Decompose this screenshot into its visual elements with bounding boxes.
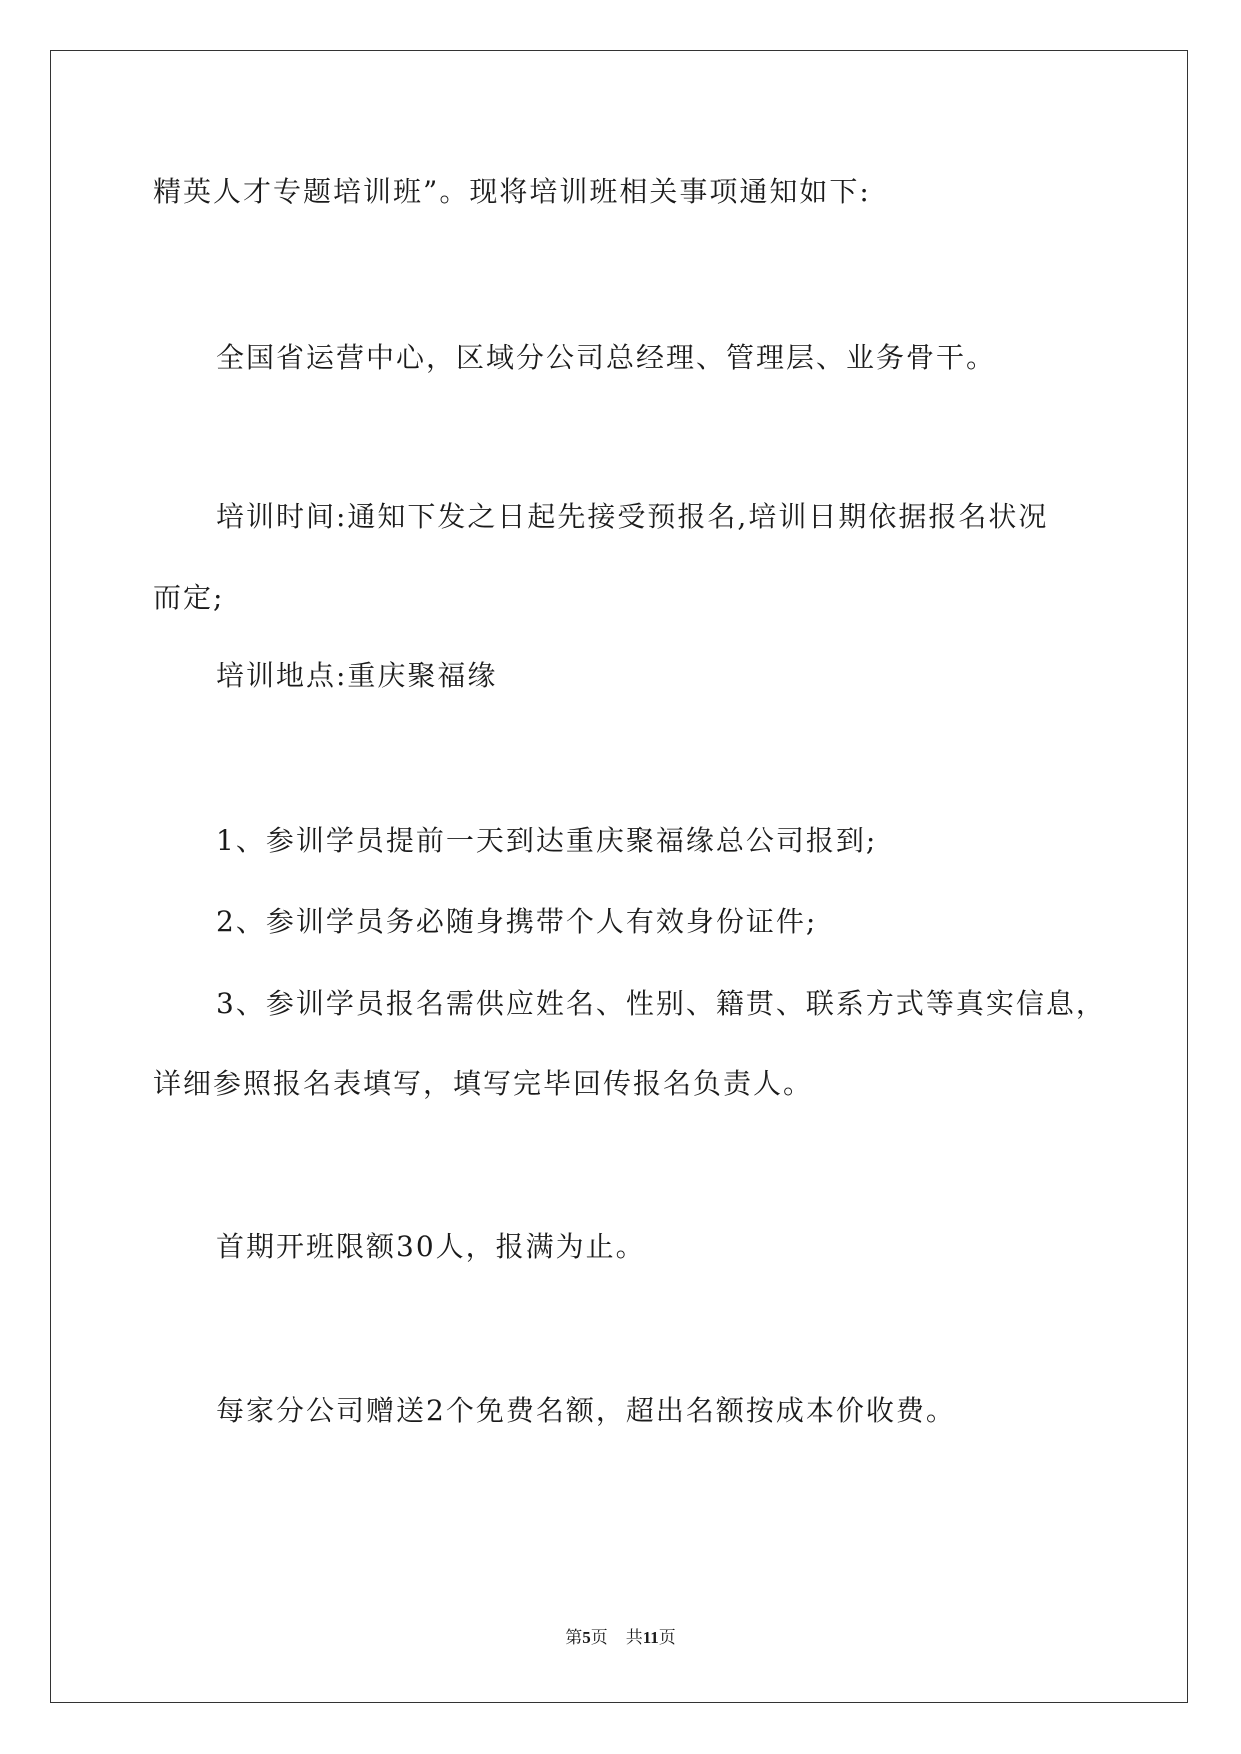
- paragraph-line: 而定;: [153, 581, 225, 614]
- total-pages-suffix: 页: [658, 1628, 676, 1648]
- list-item: 2、参训学员务必随身携带个人有效身份证件;: [216, 905, 818, 938]
- current-page-number: 5: [582, 1628, 591, 1647]
- total-pages-prefix: 共: [625, 1628, 643, 1648]
- page-number-prefix: 第: [565, 1628, 583, 1648]
- page-border: [50, 50, 1188, 1703]
- page-number-suffix: 页: [590, 1628, 608, 1648]
- paragraph-line: 培训时间:通知下发之日起先接受预报名,培训日期依据报名状况: [216, 500, 1049, 533]
- list-item: 3、参训学员报名需供应姓名、性别、籍贯、联系方式等真实信息，: [216, 987, 1106, 1020]
- paragraph-line: 详细参照报名表填写，填写完毕回传报名负责人。: [153, 1067, 814, 1100]
- paragraph-line: 每家分公司赠送2个免费名额，超出名额按成本价收费。: [216, 1394, 956, 1427]
- paragraph-line: 首期开班限额30人，报满为止。: [216, 1230, 646, 1263]
- paragraph-line: 全国省运营中心，区域分公司总经理、管理层、业务骨干。: [216, 341, 997, 374]
- page-footer: [0, 1626, 1241, 1650]
- list-item: 1、参训学员提前一天到达重庆聚福缘总公司报到;: [216, 824, 878, 857]
- paragraph-line: 精英人才专题培训班”。现将培训班相关事项通知如下:: [153, 175, 871, 208]
- total-pages-number: 11: [642, 1628, 659, 1647]
- paragraph-line: 培训地点:重庆聚福缘: [216, 659, 498, 692]
